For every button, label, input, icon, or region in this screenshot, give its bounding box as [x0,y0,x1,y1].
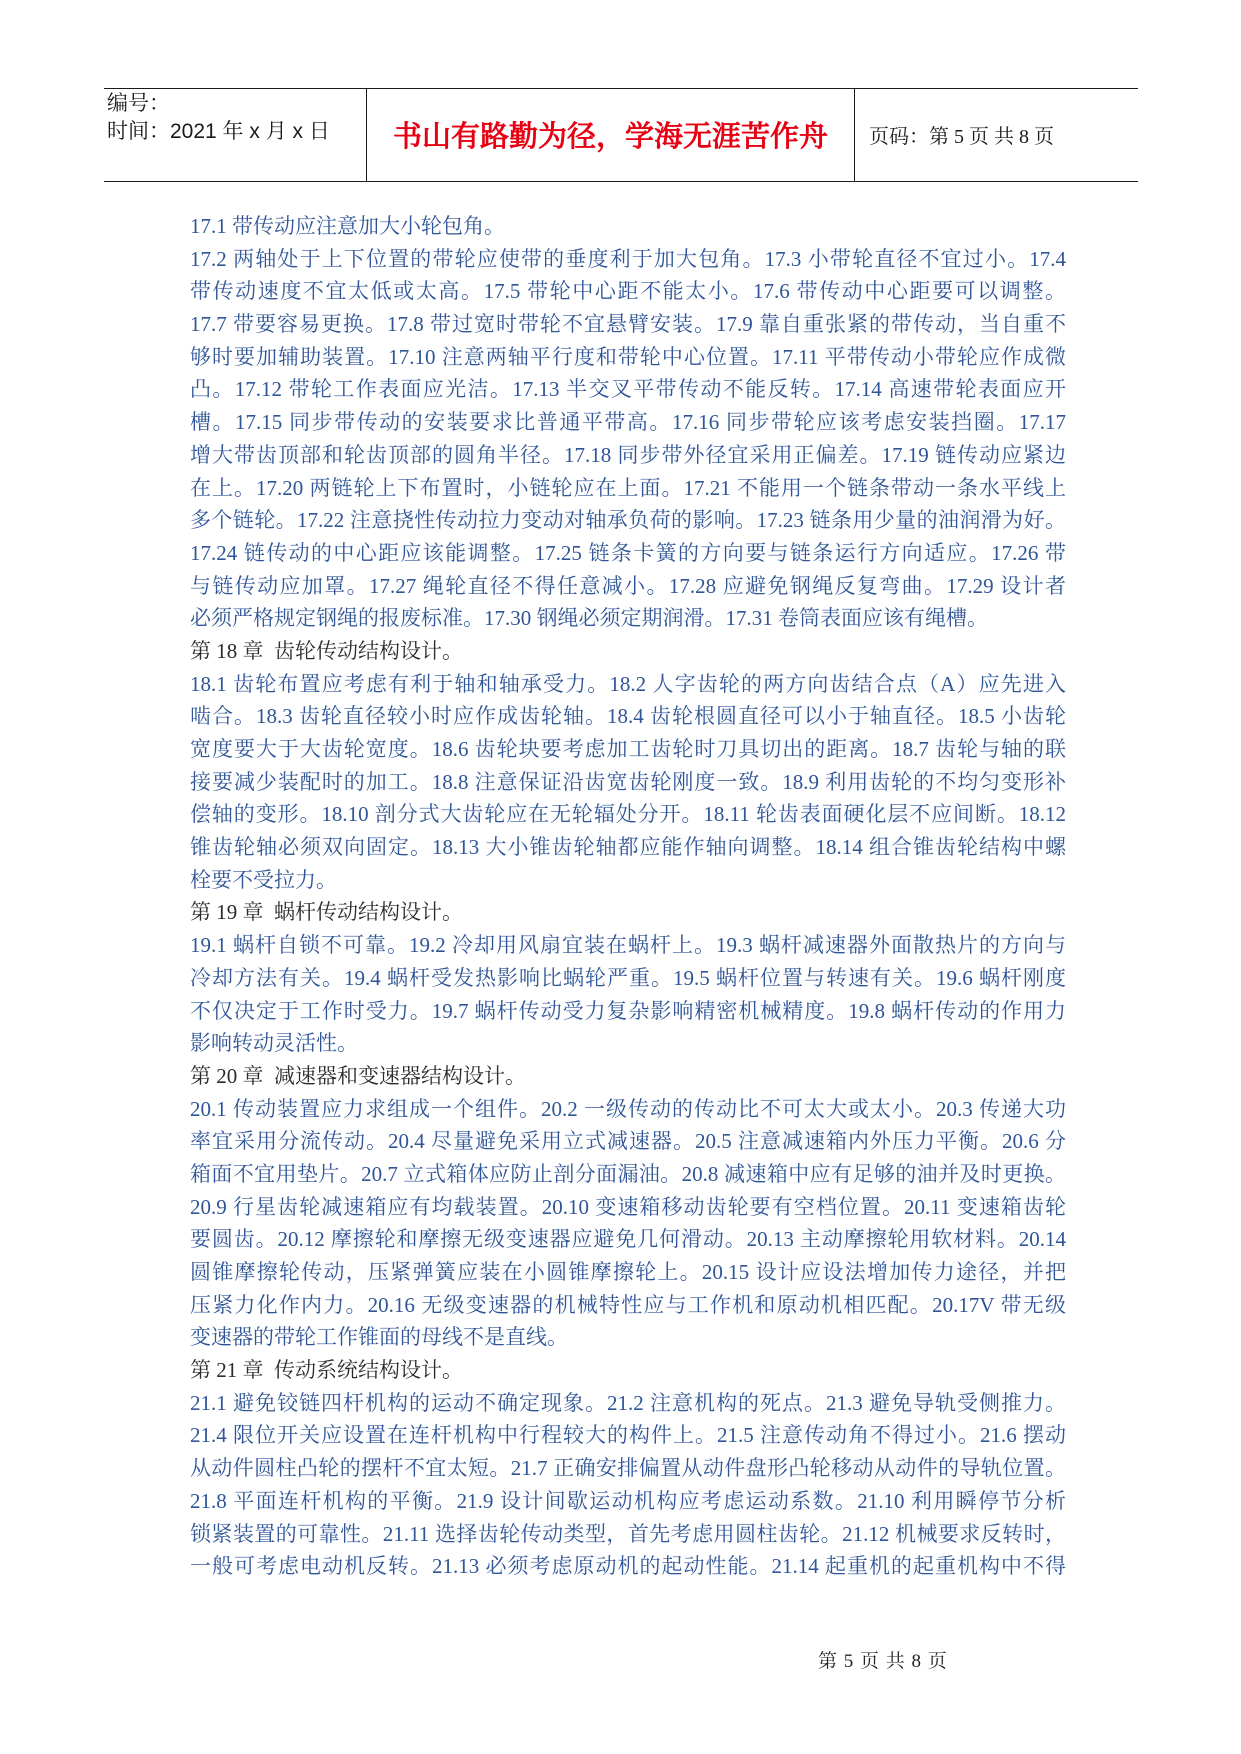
paragraph-line: 带传动速度不宜太低或太高。17.5 带轮中心距不能太小。17.6 带传动中心距要可以调整。 [190,279,1066,304]
paragraph-line: 17.1 带传动应注意加大小轮包角。 [190,214,505,238]
body-text [190,210,1066,1583]
paragraph-line: 影响转动灵活性。 [190,1031,358,1056]
doc-date: 时间：2021 年 x 月 x 日 [107,120,330,143]
paragraph-line: 21.4 限位开关应设置在连杆机构中行程较大的构件上。21.5 注意传动角不得过小。21.6 摆动 [190,1423,1066,1448]
page-footer: 第 5 页 共 8 页 [818,1651,948,1672]
paragraph-line: 率宜采用分流传动。20.4 尽量避免采用立式减速器。20.5 注意减速箱内外压力平衡。20.6 分 [190,1129,1066,1154]
paragraph-line: 箱面不宜用垫片。20.7 立式箱体应防止剖分面漏油。20.8 减速箱中应有足够的油并及时更换。 [190,1161,1066,1186]
paragraph-line: 从动件圆柱凸轮的摆杆不宜太短。21.7 正确安排偏置从动件盘形凸轮移动从动件的导轨位置。 [190,1456,1066,1481]
chapter-heading [190,896,1066,929]
paragraph [190,1387,1066,1583]
paragraph-line: 增大带齿顶部和轮齿顶部的圆角半径。17.18 同步带外径宜采用正偏差。17.19 链传动应紧边 [190,442,1066,467]
paragraph-line: 栓要不受拉力。 [190,867,337,892]
paragraph-line: 宽度要大于大齿轮宽度。18.6 齿轮块要考虑加工齿轮时刀具切出的距离。18.7 齿轮与轴的联 [190,737,1066,761]
paragraph-line: 必须严格规定钢绳的报废标准。17.30 钢绳必须定期润滑。17.31 卷筒表面应该有绳槽。 [190,606,988,631]
header-motto-cell [367,89,855,181]
paragraph [190,668,1066,897]
chapter-heading [190,1060,1066,1093]
paragraph-line: 压紧力化作内力。20.16 无级变速器的机械特性应与工作机和原动机相匹配。20.17V 带无级 [190,1292,1066,1317]
motto-text: 书山有路勤为径，学海无涯苦作舟 [392,121,828,153]
paragraph-line: 一般可考虑电动机反转。21.13 必须考虑原动机的起动性能。21.14 起重机的起重机构中不得 [190,1554,1066,1579]
paragraph-line: 不仅决定于工作时受力。19.7 蜗杆传动受力复杂影响精密机械精度。19.8 蜗杆传动的作用力 [190,998,1066,1023]
paragraph-line: 21.8 平面连杆机构的平衡。21.9 设计间歇运动机构应考虑运动系数。21.10 利用瞬停节分析 [190,1488,1066,1513]
header-meta-cell [104,89,367,181]
doc-number-label: 编号： [107,92,170,115]
paragraph-line: 凸。17.12 带轮工作表面应光洁。17.13 半交叉平带传动不能反转。17.14 高速带轮表面应开 [190,377,1066,402]
chapter-heading [190,635,1066,668]
paragraph-line: 圆锥摩擦轮传动，压紧弹簧应装在小圆锥摩擦轮上。20.15 设计应设法增加传力途径，并把 [190,1260,1066,1284]
paragraph-line: 19.1 蜗杆自锁不可靠。19.2 冷却用风扇宜装在蜗杆上。19.3 蜗杆减速器外面散热片的方向与 [190,933,1066,958]
paragraph-line: 21.1 避免铰链四杆机构的运动不确定现象。21.2 注意机构的死点。21.3 避免导轨受侧推力。 [190,1390,1066,1415]
paragraph-line: 与链传动应加罩。17.27 绳轮直径不得任意减小。17.28 应避免钢绳反复弯曲。17.29 设计者 [190,573,1066,598]
paragraph-line: 锁紧装置的可靠性。21.11 选择齿轮传动类型，首先考虑用圆柱齿轮。21.12 机械要求反转时， [190,1521,1066,1546]
paragraph-line: 17.24 链传动的中心距应该能调整。17.25 链条卡簧的方向要与链条运行方向适应。17.26 带 [190,540,1066,565]
paragraph-line: 17.2 两轴处于上下位置的带轮应使带的垂度利于加大包角。17.3 小带轮直径不宜过小。17.4 [190,246,1066,271]
paragraph-line: 17.7 带要容易更换。17.8 带过宽时带轮不宜悬臂安装。17.9 靠自重张紧的带传动，当自重不 [190,312,1066,337]
paragraph-line: 20.1 传动装置应力求组成一个组件。20.2 一级传动的传动比不可太大或太小。20.3 传递大功 [190,1096,1066,1121]
paragraph-line: 够时要加辅助装置。17.10 注意两轴平行度和带轮中心位置。17.11 平带传动小带轮应作成微 [190,344,1066,369]
chapter-heading-text: 第 19 章 蜗杆传动结构设计。 [190,900,463,925]
paragraph-line: 变速器的带轮工作锥面的母线不是直线。 [190,1325,568,1350]
paragraph-line: 20.9 行星齿轮减速箱应有均载装置。20.10 变速箱移动齿轮要有空档位置。20.11 变速箱齿轮 [190,1194,1066,1219]
paragraph-line: 要圆齿。20.12 摩擦轮和摩擦无级变速器应避免几何滑动。20.13 主动摩擦轮用软材料。20.14 [190,1227,1066,1252]
paragraph-line: 锥齿轮轴必须双向固定。18.13 大小锥齿轮轴都应能作轴向调整。18.14 组合锥齿轮结构中螺 [190,835,1066,860]
chapter-heading-text: 第 18 章 齿轮传动结构设计。 [190,638,463,663]
header-page-info: 页码：第 5 页 共 8 页 [869,126,1054,148]
paragraph-line: 在上。17.20 两链轮上下布置时，小链轮应在上面。17.21 不能用一个链条带动一条水平线上 [190,475,1066,500]
paragraph-line: 冷却方法有关。19.4 蜗杆受发热影响比蜗轮严重。19.5 蜗杆位置与转速有关。19.6 蜗杆刚度 [190,965,1066,990]
paragraph-line: 槽。17.15 同步带传动的安装要求比普通平带高。17.16 同步带轮应该考虑安装挡圈。17.17 [190,410,1066,435]
chapter-heading [190,1354,1066,1387]
paragraph-line: 多个链轮。17.22 注意挠性传动拉力变动对轴承负荷的影响。17.23 链条用少量的油润滑为好。 [190,508,1066,533]
header-page-cell [855,89,1138,181]
paragraph [190,1093,1066,1355]
paragraph [190,210,1066,243]
paragraph [190,243,1066,635]
paragraph-line: 18.1 齿轮布置应考虑有利于轴和轴承受力。18.2 人字齿轮的两方向齿结合点（A）应先进入 [190,671,1066,696]
chapter-heading-text: 第 20 章 减速器和变速器结构设计。 [190,1063,526,1088]
page-header [104,88,1138,182]
paragraph-line: 接要减少装配时的加工。18.8 注意保证沿齿宽齿轮刚度一致。18.9 利用齿轮的不均匀变形补 [190,769,1066,794]
paragraph-line: 啮合。18.3 齿轮直径较小时应作成齿轮轴。18.4 齿轮根圆直径可以小于轴直径。18.5 小齿轮 [190,704,1066,729]
paragraph-line: 偿轴的变形。18.10 剖分式大齿轮应在无轮辐处分开。18.11 轮齿表面硬化层不应间断。18.12 [190,802,1066,827]
chapter-heading-text: 第 21 章 传动系统结构设计。 [190,1358,463,1383]
paragraph [190,929,1066,1060]
